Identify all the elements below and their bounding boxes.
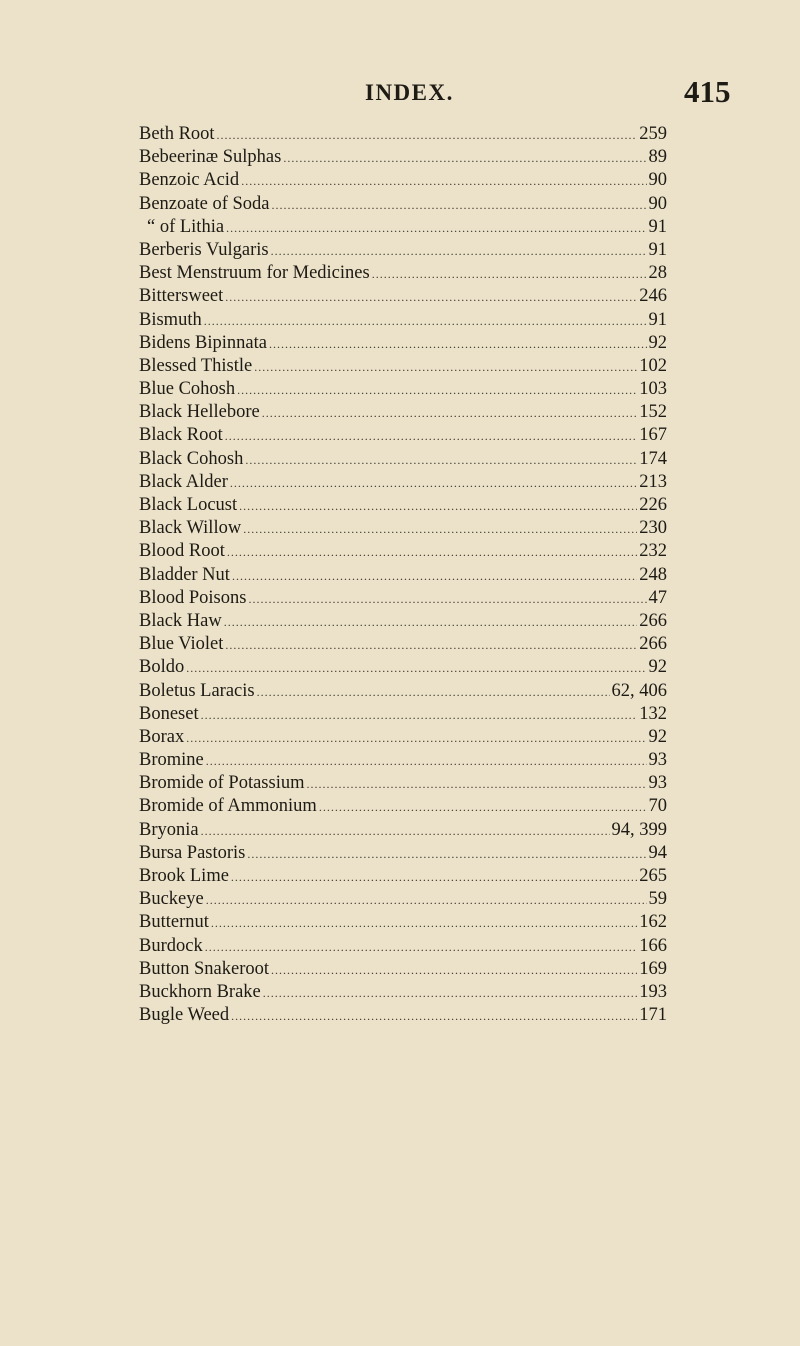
index-entry: [139, 540, 667, 563]
index-entry: [139, 819, 667, 842]
entry-pages: 102: [639, 355, 667, 376]
dot-leader: [319, 796, 647, 819]
index-entry: [139, 239, 667, 262]
entry-term: Blue Violet: [139, 634, 224, 655]
entry-term: Bromide of Ammonium: [139, 796, 317, 817]
dot-leader: [205, 936, 638, 959]
dot-leader: [206, 889, 647, 912]
entry-pages: 92: [648, 332, 667, 353]
entry-pages: 166: [639, 935, 667, 956]
entry-term: Butternut: [139, 912, 209, 933]
entry-pages: 90: [648, 170, 667, 191]
entry-term: Best Menstruum for Medicines: [139, 263, 370, 284]
entry-term: Bebeerinæ Sulphas: [139, 147, 282, 168]
index-entry: [139, 285, 667, 308]
index-entry: [139, 888, 667, 911]
entry-pages: 90: [648, 193, 667, 214]
entry-pages: 70: [648, 796, 667, 817]
entry-term: Black Locust: [139, 495, 238, 515]
dot-leader: [269, 333, 647, 356]
entry-term: Black Root: [139, 425, 223, 446]
entry-term: “ of Lithia: [147, 216, 225, 237]
entry-pages: 232: [639, 541, 667, 562]
entry-term: Blood Poisons: [139, 587, 247, 608]
index-entry: [139, 981, 667, 1004]
dot-leader: [272, 194, 647, 217]
entry-pages: 28: [648, 263, 667, 284]
entry-term: Black Willow: [139, 518, 242, 539]
entry-pages: 59: [648, 889, 667, 910]
index-entry: [139, 146, 667, 169]
index-entry: [139, 564, 667, 587]
index-entry: [139, 703, 667, 726]
entry-term: Burdock: [139, 935, 203, 956]
index-entry: [139, 633, 667, 656]
index-entry: [139, 193, 667, 216]
index-entry: [139, 680, 667, 703]
index-entry: [139, 169, 667, 192]
dot-leader: [217, 124, 638, 147]
dot-leader: [271, 240, 647, 263]
entry-term: Blessed Thistle: [139, 355, 253, 376]
index-entry: [139, 842, 667, 865]
entry-pages: 259: [639, 124, 667, 144]
dot-leader: [262, 402, 638, 425]
index-entry: [139, 309, 667, 332]
entry-pages: 94, 399: [611, 819, 667, 840]
entry-pages: 266: [639, 610, 667, 631]
entry-pages: 91: [648, 239, 667, 260]
index-entry: [139, 448, 667, 471]
index-entry: [139, 424, 667, 447]
index-list: [139, 123, 667, 1027]
dot-leader: [306, 773, 646, 796]
entry-term: Boletus Laracis: [139, 680, 255, 701]
dot-leader: [271, 959, 637, 982]
dot-leader: [257, 681, 610, 704]
entry-term: Boldo: [139, 657, 185, 678]
dot-leader: [245, 449, 637, 472]
entry-pages: 132: [639, 703, 667, 724]
entry-pages: 92: [648, 726, 667, 747]
entry-pages: 193: [639, 981, 667, 1002]
entry-term: Black Haw: [139, 610, 222, 631]
index-entry: [139, 262, 667, 285]
index-entry: [139, 749, 667, 772]
entry-term: Bladder Nut: [139, 564, 230, 585]
page-header: [0, 74, 800, 114]
dot-leader: [232, 565, 637, 588]
dot-leader: [243, 518, 637, 541]
dot-leader: [186, 657, 646, 680]
entry-term: Boneset: [139, 703, 199, 724]
entry-pages: 226: [639, 495, 667, 515]
index-entry: [139, 123, 667, 146]
dot-leader: [239, 495, 637, 518]
dot-leader: [231, 1005, 637, 1028]
entry-pages: 248: [639, 564, 667, 585]
entry-pages: 171: [639, 1005, 667, 1026]
entry-term: Borax: [139, 726, 185, 747]
index-entry: [139, 1004, 667, 1027]
dot-leader: [248, 588, 646, 611]
index-entry: [139, 958, 667, 981]
dot-leader: [225, 634, 637, 657]
entry-term: Button Snakeroot: [139, 958, 270, 979]
entry-term: Bugle Weed: [139, 1005, 230, 1026]
entry-pages: 174: [639, 448, 667, 469]
index-entry: [139, 355, 667, 378]
dot-leader: [231, 866, 637, 889]
entry-term: Blood Root: [139, 541, 225, 562]
index-entry: [139, 772, 667, 795]
entry-pages: 162: [639, 912, 667, 933]
index-entry: [139, 378, 667, 401]
dot-leader: [230, 472, 637, 495]
entry-term: Buckhorn Brake: [139, 981, 261, 1002]
dot-leader: [263, 982, 637, 1005]
index-entry: [139, 332, 667, 355]
dot-leader: [201, 704, 638, 727]
dot-leader: [247, 843, 646, 866]
dot-leader: [224, 611, 638, 634]
dot-leader: [206, 750, 647, 773]
index-entry: [139, 517, 667, 540]
page-title: INDEX.: [365, 80, 454, 105]
entry-pages: 169: [639, 958, 667, 979]
index-entry: [139, 935, 667, 958]
entry-pages: 92: [648, 657, 667, 678]
entry-term: Beth Root: [139, 124, 215, 144]
page-number: 415: [684, 74, 731, 109]
dot-leader: [254, 356, 637, 379]
entry-pages: 47: [648, 587, 667, 608]
entry-pages: 91: [648, 309, 667, 330]
index-entry: [139, 911, 667, 934]
dot-leader: [201, 820, 610, 843]
entry-pages: 93: [648, 750, 667, 771]
entry-term: Bismuth: [139, 309, 202, 330]
dot-leader: [283, 147, 646, 170]
entry-pages: 152: [639, 402, 667, 423]
entry-term: Bromine: [139, 750, 204, 771]
entry-term: Bryonia: [139, 819, 199, 840]
dot-leader: [225, 425, 637, 448]
entry-term: Buckeye: [139, 889, 204, 910]
index-entry: [139, 795, 667, 818]
dot-leader: [241, 170, 646, 193]
dot-leader: [226, 217, 646, 240]
entry-term: Blue Cohosh: [139, 379, 236, 400]
entry-term: Benzoic Acid: [139, 170, 240, 191]
entry-pages: 62, 406: [611, 680, 667, 701]
entry-term: Black Alder: [139, 471, 228, 492]
entry-pages: 94: [648, 842, 667, 863]
entry-term: Benzoate of Soda: [139, 193, 270, 214]
entry-pages: 266: [639, 634, 667, 655]
entry-term: Bittersweet: [139, 286, 224, 307]
index-entry: [139, 216, 667, 239]
entry-term: Black Hellebore: [139, 402, 260, 423]
dot-leader: [237, 379, 637, 402]
entry-pages: 91: [648, 216, 667, 237]
entry-term: Berberis Vulgaris: [139, 239, 269, 260]
index-entry: [139, 587, 667, 610]
index-entry: [139, 494, 667, 517]
entry-term: Bidens Bipinnata: [139, 332, 267, 353]
index-entry: [139, 726, 667, 749]
entry-pages: 167: [639, 425, 667, 446]
index-entry: [139, 656, 667, 679]
entry-pages: 93: [648, 773, 667, 794]
entry-pages: 89: [648, 147, 667, 168]
entry-pages: 246: [639, 286, 667, 307]
index-entry: [139, 865, 667, 888]
entry-term: Bromide of Potassium: [139, 773, 305, 794]
dot-leader: [186, 727, 646, 750]
dot-leader: [227, 541, 637, 564]
entry-pages: 265: [639, 866, 667, 886]
index-entry: [139, 471, 667, 494]
entry-pages: 213: [639, 471, 667, 492]
entry-pages: 103: [639, 379, 667, 400]
dot-leader: [204, 310, 647, 333]
entry-term: Black Cohosh: [139, 448, 244, 469]
dot-leader: [225, 286, 637, 309]
entry-pages: 230: [639, 518, 667, 539]
entry-term: Brook Lime: [139, 866, 229, 886]
index-entry: [139, 610, 667, 633]
index-entry: [139, 401, 667, 424]
dot-leader: [211, 912, 637, 935]
dot-leader: [372, 263, 647, 286]
entry-term: Bursa Pastoris: [139, 842, 246, 863]
